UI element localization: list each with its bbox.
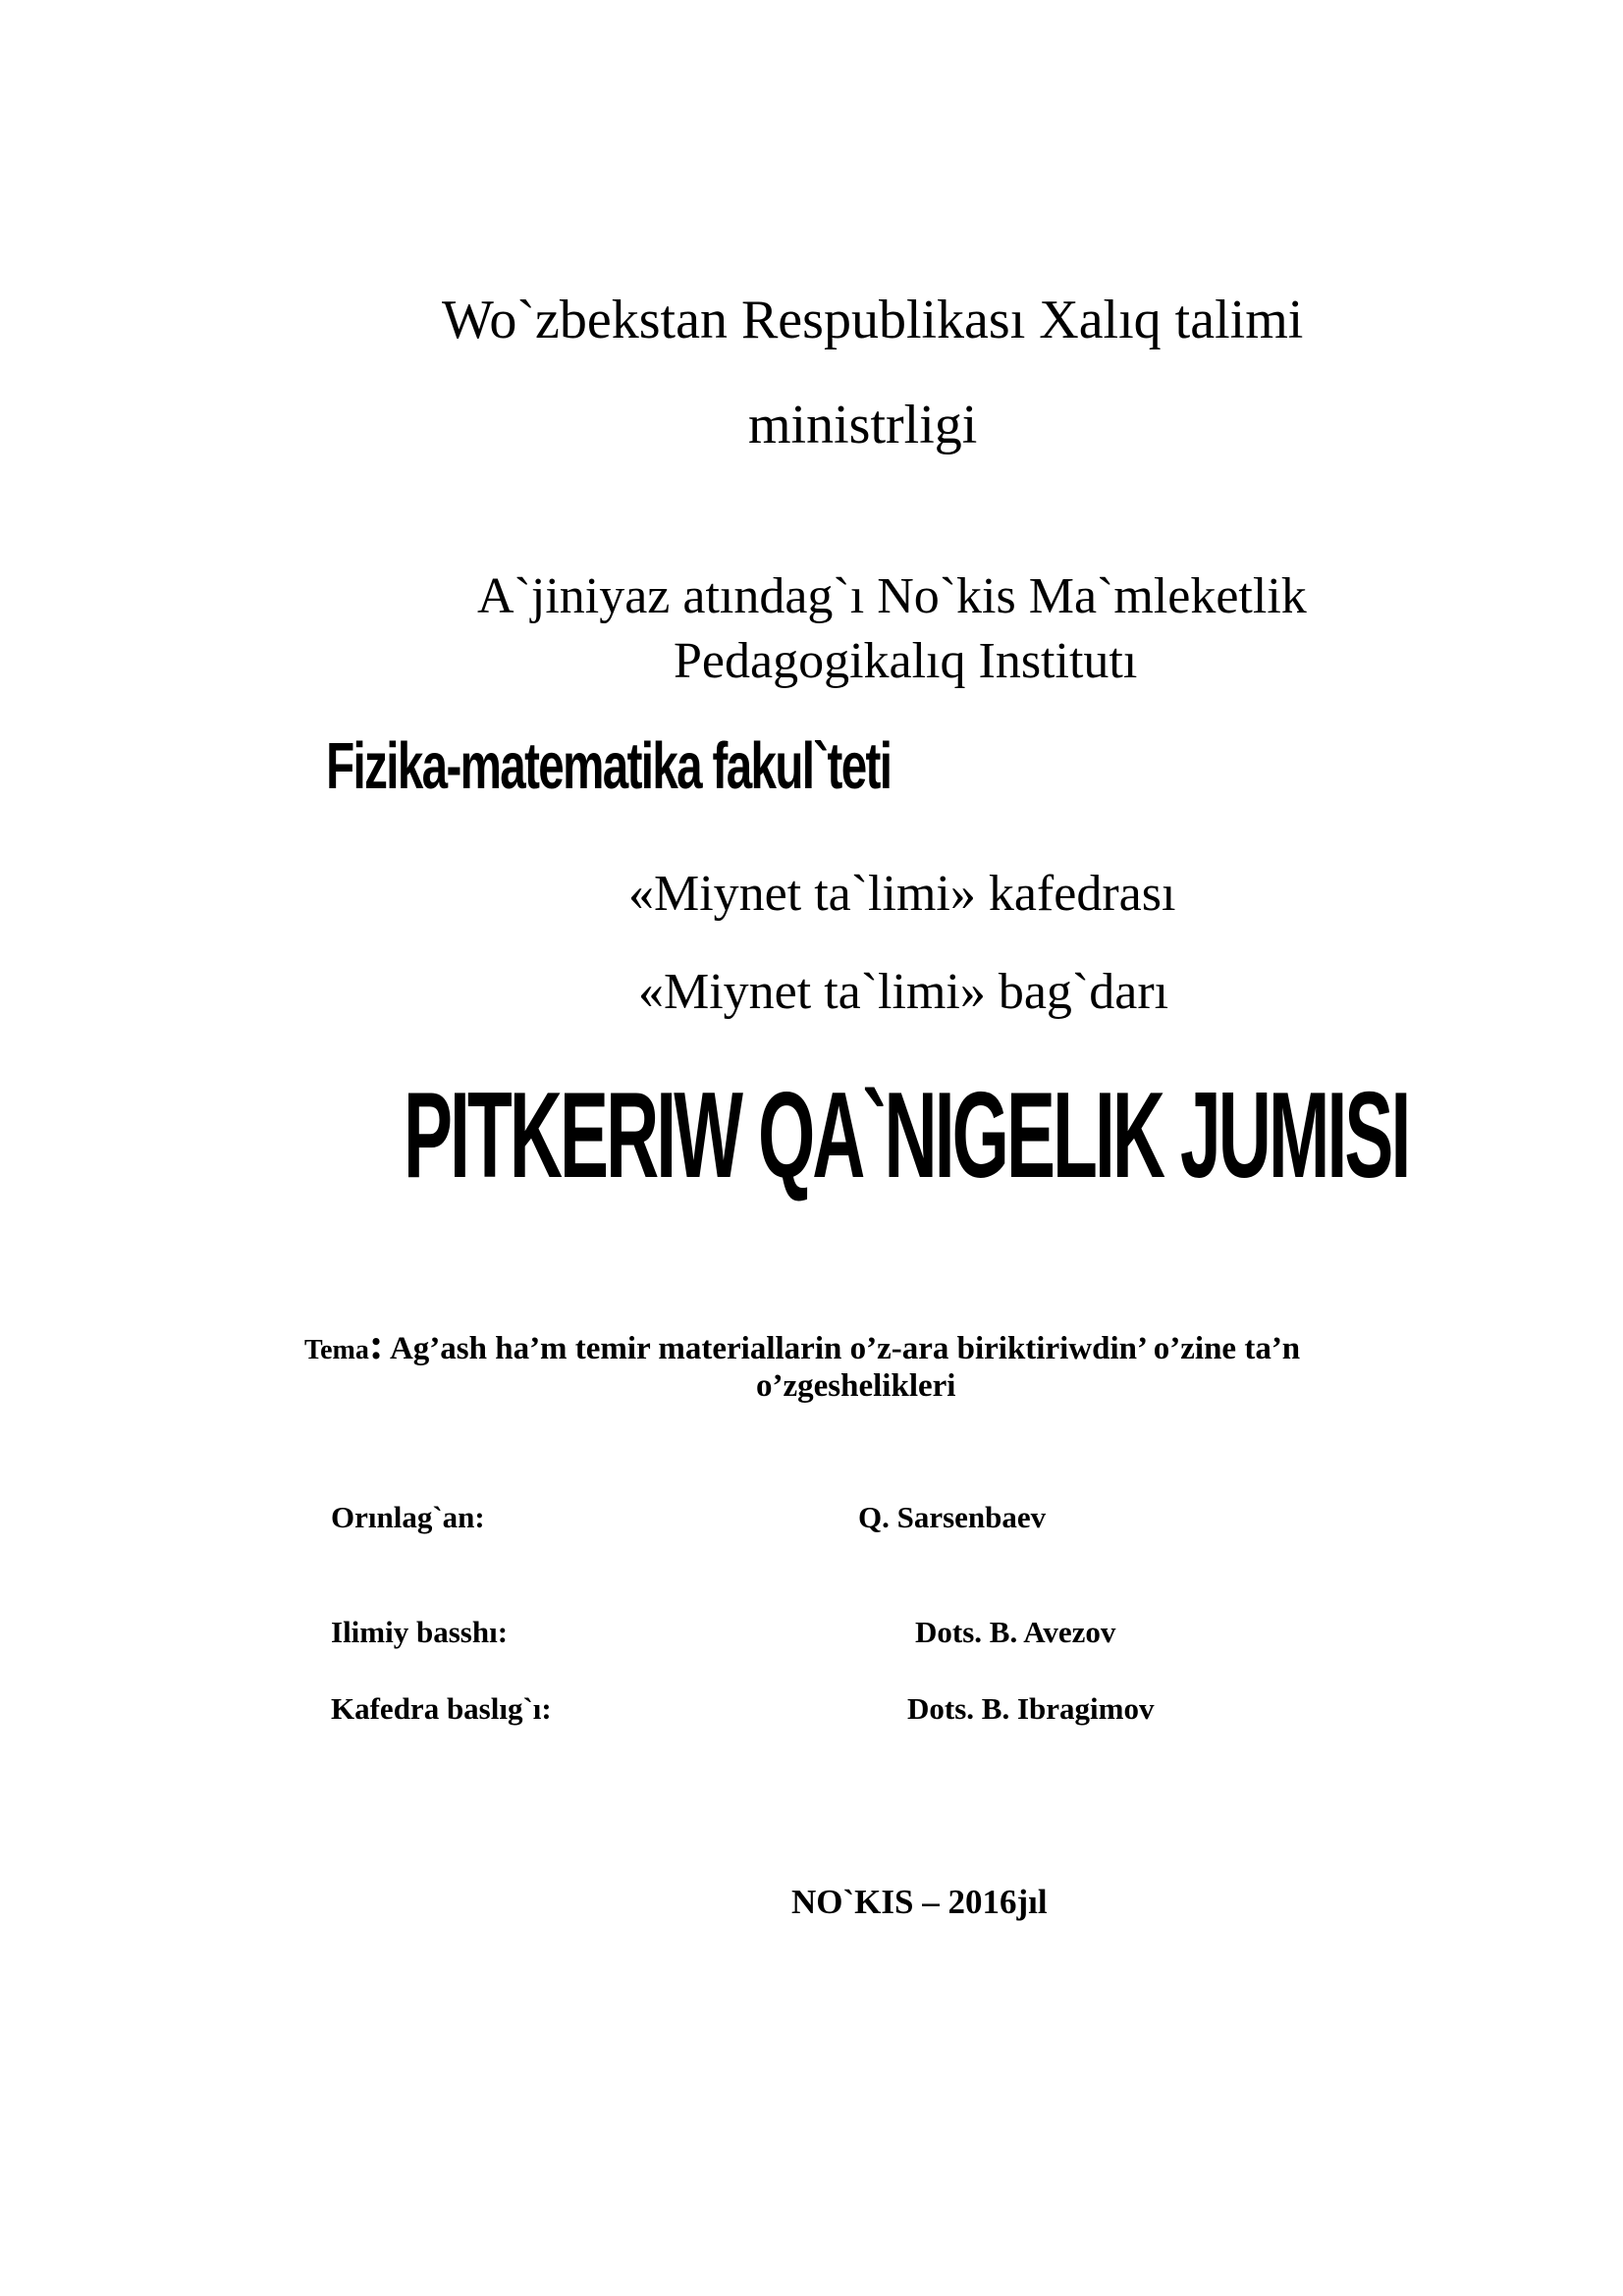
ministry-line-2: ministrligi	[748, 395, 978, 455]
topic-text-1: Ag’ash ha’m temir materiallarin o’z-ara biriktiriwdin’ o’zine ta’n	[389, 1331, 1301, 1366]
credit-name-supervisor: Dots. B. Avezov	[915, 1615, 1116, 1649]
faculty-heading: Fizika-matematika fakul`teti	[326, 729, 892, 803]
faculty-heading-wrap	[0, 729, 1217, 803]
work-title: PITKERIW QA`NIGELIK JUMISI	[403, 1067, 1409, 1204]
institute-line-1: A`jiniyaz atındag`ı No`kis Ma`mleketlik	[477, 568, 1307, 624]
place-year: NO`KIS – 2016jıl	[791, 1883, 1048, 1921]
credit-role-author: Orınlag`an:	[331, 1500, 485, 1534]
credit-name-head: Dots. B. Ibragimov	[907, 1691, 1155, 1726]
institute-line-2: Pedagogikalıq Institutı	[674, 633, 1138, 689]
ministry-line-1: Wo`zbekstan Respublikası Xalıq talimi	[442, 290, 1304, 350]
topic-colon: :	[368, 1320, 384, 1368]
department-kafedra: «Miynet ta`limi» kafedrası	[628, 866, 1176, 922]
credit-role-supervisor: Ilimiy basshı:	[331, 1615, 509, 1649]
topic-line-2: o’zgeshelikleri	[756, 1368, 956, 1404]
work-title-wrap	[0, 1067, 1623, 1204]
credit-name-author: Q. Sarsenbaev	[858, 1500, 1047, 1534]
topic-label: Tema	[304, 1335, 369, 1365]
credit-role-head: Kafedra baslıg`ı:	[331, 1691, 552, 1726]
department-bagdar: «Miynet ta`limi» bag`darı	[638, 964, 1169, 1020]
topic-line-1	[304, 1320, 1301, 1368]
